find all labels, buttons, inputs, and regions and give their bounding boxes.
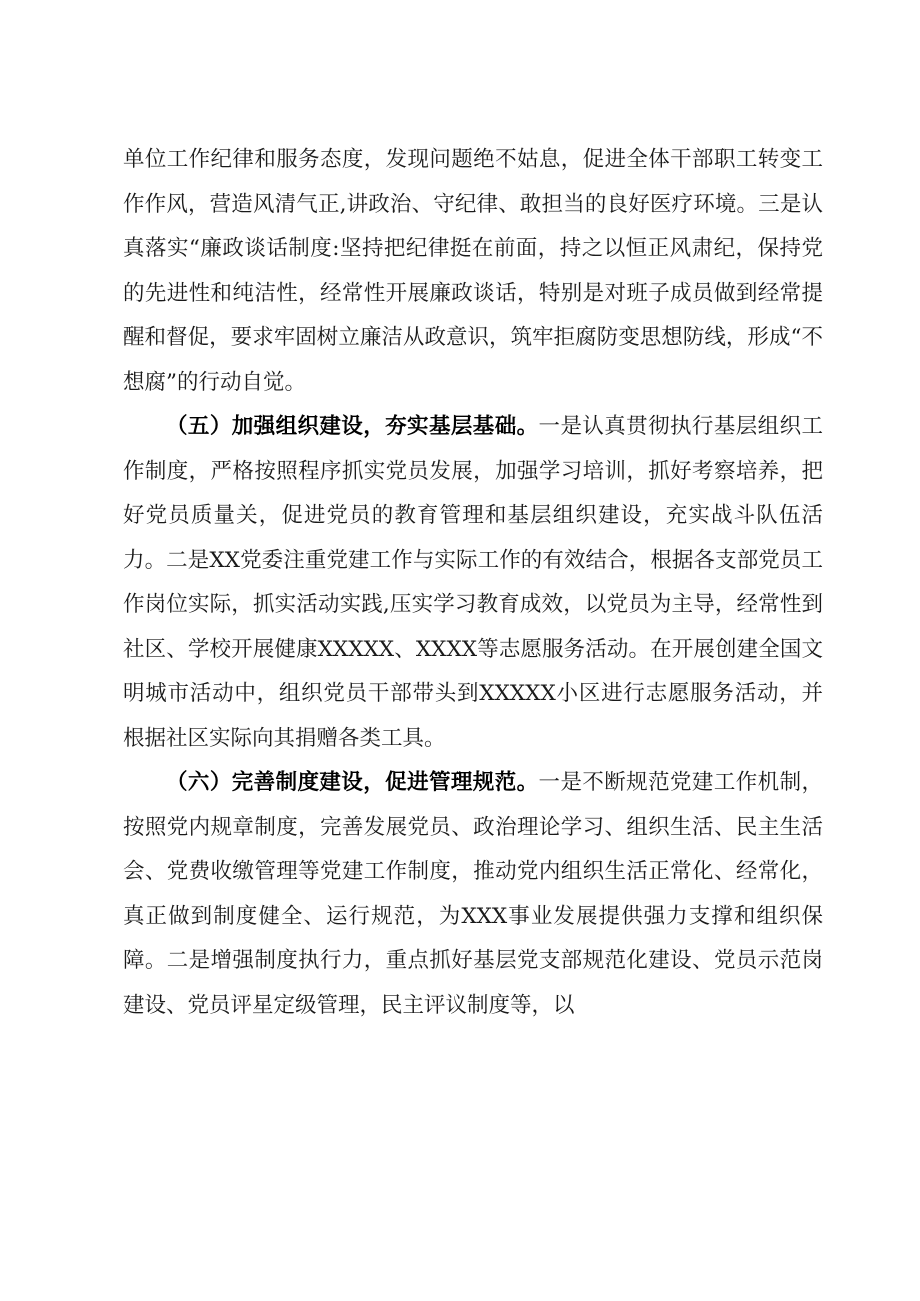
section-heading-six: （六）完善制度建设，促进管理规范。 — [166, 770, 539, 795]
paragraph-text: 单位工作纪律和服务态度，发现问题绝不姑息，促进全体干部职工转变工作作风，营造风清气正,讲政治、守纪律、敢担当的良好医疗环境。三是认真落实“廉政谈话制度:坚持把纪律挺在前面，持之以恒正风肃纪，保持党的先进性和纯洁性，经常性开展廉政谈话，特别是对班子成员做到经常提醒和督促，要求牢固树立廉洁从政意识，筑牢拒腐防变思想防线，形成“不想腐”的行动自觉。 — [123, 147, 823, 395]
paragraph-organization-building — [123, 405, 823, 761]
paragraph-text: 一是认真贯彻执行基层组织工作制度，严格按照程序抓实党员发展，加强学习培训，抓好考察培养，把好党员质量关，促进党员的教育管理和基层组织建设，充实战斗队伍活力。二是XX党委注重党建工作与实际工作的有效结合，根据各支部党员工作岗位实际，抓实活动实践,压实学习教育成效，以党员为主导，经常性到社区、学校开展健康XXXXX、XXXX等志愿服务活动。在开展创建全国文明城市活动中，组织党员干部带头到XXXXX小区进行志愿服务活动，并根据社区实际向其捐赠各类工具。 — [123, 414, 823, 751]
paragraph-text: 一是不断规范党建工作机制，按照党内规章制度，完善发展党员、政治理论学习、组织生活、民主生活会、党费收缴管理等党建工作制度，推动党内组织生活正常化、经常化，真正做到制度健全、运行规范，为XXX事业发展提供强力支撑和组织保障。二是增强制度执行力，重点抓好基层党支部规范化建设、党员示范岗建设、党员评星定级管理，民主评议制度等，以 — [123, 770, 823, 1018]
section-heading-five: （五）加强组织建设，夯实基层基础。 — [166, 414, 539, 439]
paragraph-system-building — [123, 761, 823, 1028]
document-body — [123, 138, 823, 1028]
paragraph-discipline-continued — [123, 138, 823, 405]
